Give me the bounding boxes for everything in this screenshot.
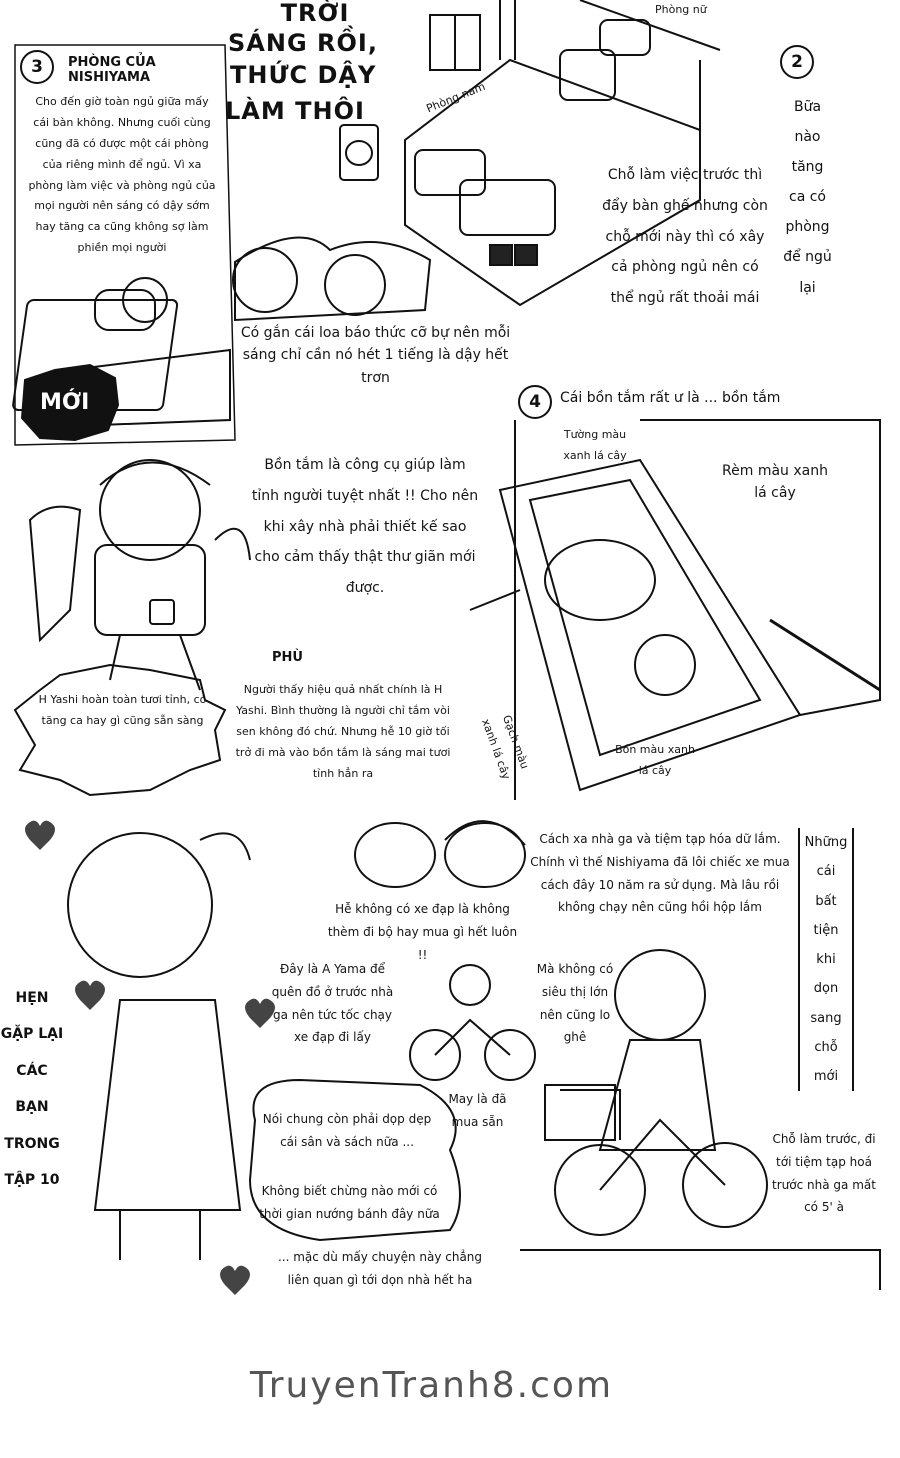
lucky-text: May là đã mua sẵn	[448, 1092, 507, 1129]
room-male-label: Phòng nam	[424, 79, 488, 116]
col-word: nào	[794, 129, 821, 146]
col-word: phòng	[785, 219, 830, 236]
alarm-caption: Có gắn cái loa báo thức cỡ bự nên mỗi sáng chỉ cần nó hét 1 tiếng là dậy hết trơn	[240, 325, 511, 386]
bike-girl-head	[615, 950, 705, 1040]
bubble-line-2: Không biết chừng nào mới có thời gian nướng bánh đây nữa	[259, 1184, 440, 1221]
new-badge: MỚI	[40, 390, 90, 415]
col-word: Những	[804, 835, 848, 850]
col-word: sang	[810, 1010, 842, 1026]
inconvenience-column	[798, 828, 854, 1091]
col-word: TRONG	[4, 1135, 60, 1152]
no-market-text: Mà không có siêu thị lớn nên cũng lo ghê	[536, 962, 614, 1045]
goodbye-column	[0, 980, 64, 1198]
no-bike-text: Hễ không có xe đạp là không thèm đi bộ hay mua gì hết luôn !!	[327, 902, 518, 962]
col-word: HẸN	[15, 990, 49, 1006]
heart-icon	[75, 981, 105, 1010]
col-word: GẶP LẠI	[0, 1026, 64, 1043]
wake-line-2: SÁNG RỒI,	[228, 29, 378, 57]
col-word: lại	[799, 279, 816, 296]
section-2-column	[780, 92, 835, 303]
bath-main-text: Bồn tắm là công cụ giúp làm tỉnh người tuyệt nhất !! Cho nên khi xây nhà phải thiết kế sao cho cảm thấy thật thư giãn mới được.	[251, 457, 479, 597]
bathing-head	[635, 635, 695, 695]
curtain-label: Rèm màu xanh lá cây	[722, 463, 828, 502]
before-text: Chỗ làm trước, đi tới tiệm tạp hoá trước nhà ga mất có 5' à	[772, 1132, 876, 1215]
col-word: tiện	[813, 922, 839, 938]
room-female-label: Phòng nữ	[655, 3, 707, 16]
col-word: BẠN	[15, 1099, 49, 1116]
tub-label: Bồn màu xanh lá cây	[615, 743, 695, 777]
col-word: để ngủ	[783, 249, 832, 266]
yashi-note: Người thấy hiệu quả nhất chính là H Yashi. Bình thường là người chỉ tắm vòi sen không đó chứ. Nhưng hễ 10 giờ tối trở đi mà vào bồn tắm là sáng mai tươi tỉnh hẳn ra	[235, 683, 451, 780]
bubble-line-3: ... mặc dù mấy chuyện này chẳng liên quan gì tới dọn nhà hết ha	[277, 1250, 483, 1287]
bubble-line-1: Nói chung còn phải dọp dẹp cái sân và sách nữa ...	[262, 1112, 432, 1149]
wake-line-4: LÀM THÔI	[225, 97, 365, 125]
col-word: bất	[815, 893, 837, 909]
col-word: TẬP 10	[4, 1171, 60, 1188]
section-2-number: 2	[780, 45, 814, 79]
section-3-body: Cho đến giờ toàn ngủ giữa mấy cái bàn không. Nhưng cuối cùng cũng đã có được một cái phòng của riêng mình để ngủ. Vì xa phòng làm việc và phòng ngủ của mọi người nên sáng có dậy sớm hay tăng ca cũng không sợ làm phiền mọi người	[28, 95, 216, 255]
girl-head	[68, 833, 212, 977]
section-3-number: 3	[20, 50, 54, 84]
col-word: mới	[813, 1069, 839, 1084]
col-word: khi	[816, 952, 836, 967]
col-word: cái	[816, 864, 836, 880]
wake-line-3: THỨC DẬY	[230, 61, 377, 89]
face-nishiyama	[355, 823, 435, 887]
heart-icon	[25, 821, 55, 850]
ayama-text: Đây là A Yama để quên đồ ở trước nhà ga nên tức tốc chạy xe đạp đi lấy	[271, 962, 394, 1045]
face-man	[325, 255, 385, 315]
section-4-title: Cái bồn tắm rất ư là ... bồn tắm	[560, 390, 781, 406]
phu-sound: PHÙ	[272, 650, 303, 665]
col-word: ca có	[789, 189, 826, 206]
section-3-title: PHÒNG CỦA NISHIYAMA	[68, 55, 156, 85]
wake-line-1: TRỜI	[280, 0, 350, 27]
station-text: Cách xa nhà ga và tiệm tạp hóa dữ lắm. Chính vì thế Nishiyama đã lôi chiếc xe mua cách đây 10 năm ra sử dụng. Mà lâu rồi không chạy nên cũng hồi hộp lắm	[530, 832, 790, 915]
section-4-number: 4	[518, 385, 552, 419]
col-word: dọn	[813, 981, 839, 997]
col-word: Bữa	[793, 99, 822, 115]
tile-label: Gạch màu xanh lá cây	[479, 713, 532, 782]
watermark: TruyenTranh8.com	[250, 1365, 614, 1406]
heart-icon	[220, 1266, 250, 1295]
wall-label: Tường màu xanh lá cây	[563, 428, 627, 462]
yashi-bubble-text: H Yashi hoàn toàn tươi tỉnh, có tăng ca hay gì cũng sẵn sàng	[38, 693, 207, 727]
section-2-body: Chỗ làm việc trước thì đẩy bàn ghế nhưng còn chỗ mới này thì có xây cả phòng ngủ nên có thể ngủ rất thoải mái	[602, 167, 768, 307]
col-word: chỗ	[814, 1039, 838, 1055]
col-word: tăng	[791, 159, 824, 176]
col-word: CÁC	[16, 1062, 48, 1079]
